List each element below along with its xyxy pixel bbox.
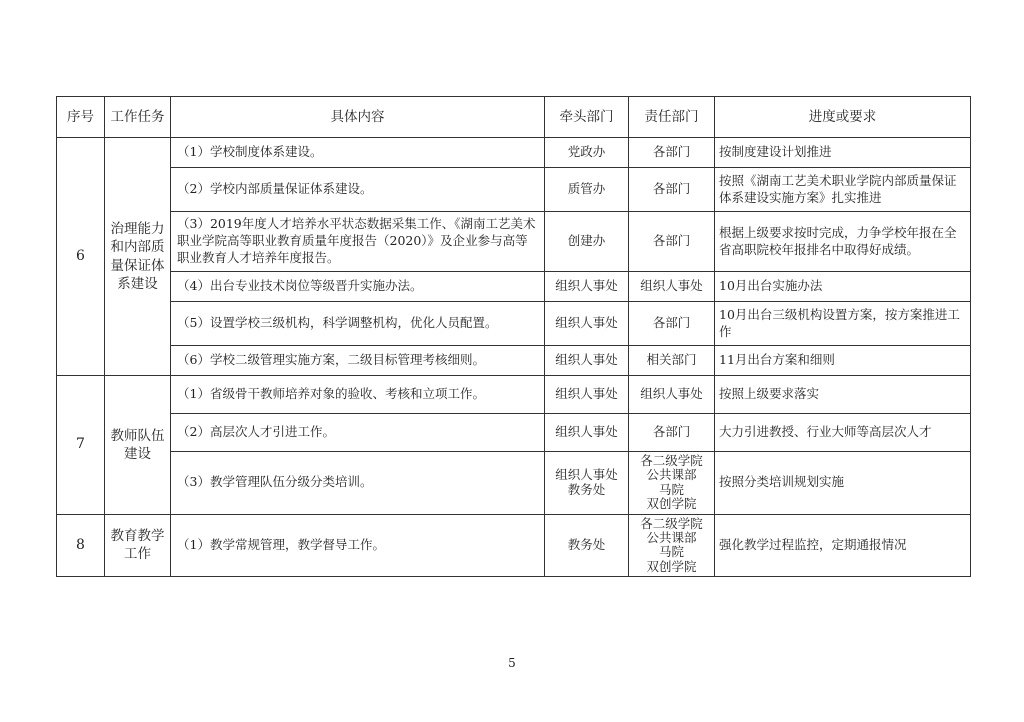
row-lead-dept: 教务处 bbox=[545, 514, 629, 577]
resp-dept-line: 公共课部 bbox=[646, 529, 697, 545]
row-resp-dept bbox=[629, 452, 715, 515]
header-resp-dept: 责任部门 bbox=[629, 97, 715, 138]
row-content: （2）学校内部质量保证体系建设。 bbox=[171, 168, 545, 212]
row-lead-dept: 组织人事处 bbox=[545, 346, 629, 376]
row-resp-dept: 各部门 bbox=[629, 302, 715, 346]
row-progress: 按照上级要求落实 bbox=[715, 376, 971, 414]
row-task: 教育教学工作 bbox=[105, 514, 171, 577]
resp-dept-line: 双创学院 bbox=[646, 558, 697, 574]
row-resp-dept: 组织人事处 bbox=[629, 376, 715, 414]
row-progress: 按制度建设计划推进 bbox=[715, 138, 971, 168]
row-resp-dept: 相关部门 bbox=[629, 346, 715, 376]
row-content: （3）教学管理队伍分级分类培训。 bbox=[171, 452, 545, 515]
resp-dept-line: 马院 bbox=[658, 481, 684, 497]
row-content: （1）教学常规管理，教学督导工作。 bbox=[171, 514, 545, 577]
table-row bbox=[57, 376, 971, 414]
resp-dept-line: 各二级学院 bbox=[640, 515, 703, 531]
row-lead-dept bbox=[545, 452, 629, 515]
row-content: （3）2019年度人才培养水平状态数据采集工作、《湖南工艺美术职业学院高等职业教育质量年度报告（2020）》及企业参与高等职业教育人才培养年度报告。 bbox=[171, 212, 545, 272]
row-progress: 按照《湖南工艺美术职业学院内部质量保证体系建设实施方案》扎实推进 bbox=[715, 168, 971, 212]
row-lead-dept: 组织人事处 bbox=[545, 376, 629, 414]
lead-dept-line: 组织人事处 bbox=[555, 467, 618, 483]
row-progress: 根据上级要求按时完成，力争学校年报在全省高职院校年报排名中取得好成绩。 bbox=[715, 212, 971, 272]
header-task: 工作任务 bbox=[105, 97, 171, 138]
row-content: （2）高层次人才引进工作。 bbox=[171, 414, 545, 452]
row-lead-dept: 组织人事处 bbox=[545, 302, 629, 346]
resp-dept-line: 各二级学院 bbox=[640, 453, 703, 468]
row-seq: 8 bbox=[57, 514, 105, 577]
row-seq: 6 bbox=[57, 138, 105, 376]
row-resp-dept: 各部门 bbox=[629, 212, 715, 272]
row-progress: 按照分类培训规划实施 bbox=[715, 452, 971, 515]
row-content: （1）省级骨干教师培养对象的验收、考核和立项工作。 bbox=[171, 376, 545, 414]
row-task: 治理能力和内部质量保证体系建设 bbox=[105, 138, 171, 376]
row-resp-dept: 各部门 bbox=[629, 168, 715, 212]
row-content: （6）学校二级管理实施方案，二级目标管理考核细则。 bbox=[171, 346, 545, 376]
row-lead-dept: 组织人事处 bbox=[545, 414, 629, 452]
table-row bbox=[57, 514, 971, 577]
table-row bbox=[57, 138, 971, 168]
row-progress: 10月出台三级机构设置方案，按方案推进工作 bbox=[715, 302, 971, 346]
resp-dept-line: 马院 bbox=[658, 544, 684, 560]
resp-dept-line: 公共课部 bbox=[646, 467, 697, 483]
row-lead-dept: 组织人事处 bbox=[545, 272, 629, 302]
table-row bbox=[57, 212, 971, 272]
row-progress: 10月出台实施办法 bbox=[715, 272, 971, 302]
task-table bbox=[56, 96, 971, 577]
table-row bbox=[57, 302, 971, 346]
row-progress: 强化教学过程监控，定期通报情况 bbox=[715, 514, 971, 577]
row-resp-dept: 各部门 bbox=[629, 414, 715, 452]
row-lead-dept: 创建办 bbox=[545, 212, 629, 272]
page-number: 5 bbox=[508, 656, 516, 670]
table-header-row bbox=[57, 97, 971, 138]
row-content: （5）设置学校三级机构，科学调整机构，优化人员配置。 bbox=[171, 302, 545, 346]
row-resp-dept bbox=[629, 514, 715, 577]
header-progress: 进度或要求 bbox=[715, 97, 971, 138]
row-task: 教师队伍建设 bbox=[105, 376, 171, 515]
row-progress: 11月出台方案和细则 bbox=[715, 346, 971, 376]
table-row bbox=[57, 346, 971, 376]
row-seq: 7 bbox=[57, 376, 105, 515]
resp-dept-line: 双创学院 bbox=[646, 496, 697, 512]
row-resp-dept: 各部门 bbox=[629, 138, 715, 168]
row-progress: 大力引进教授、行业大师等高层次人才 bbox=[715, 414, 971, 452]
table-row bbox=[57, 272, 971, 302]
header-seq: 序号 bbox=[57, 97, 105, 138]
row-resp-dept: 组织人事处 bbox=[629, 272, 715, 302]
lead-dept-line: 教务处 bbox=[567, 481, 606, 497]
table-row bbox=[57, 168, 971, 212]
row-lead-dept: 质管办 bbox=[545, 168, 629, 212]
row-content: （1）学校制度体系建设。 bbox=[171, 138, 545, 168]
table-row bbox=[57, 414, 971, 452]
row-content: （4）出台专业技术岗位等级晋升实施办法。 bbox=[171, 272, 545, 302]
row-lead-dept: 党政办 bbox=[545, 138, 629, 168]
header-lead-dept: 牵头部门 bbox=[545, 97, 629, 138]
header-content: 具体内容 bbox=[171, 97, 545, 138]
table-row bbox=[57, 452, 971, 515]
